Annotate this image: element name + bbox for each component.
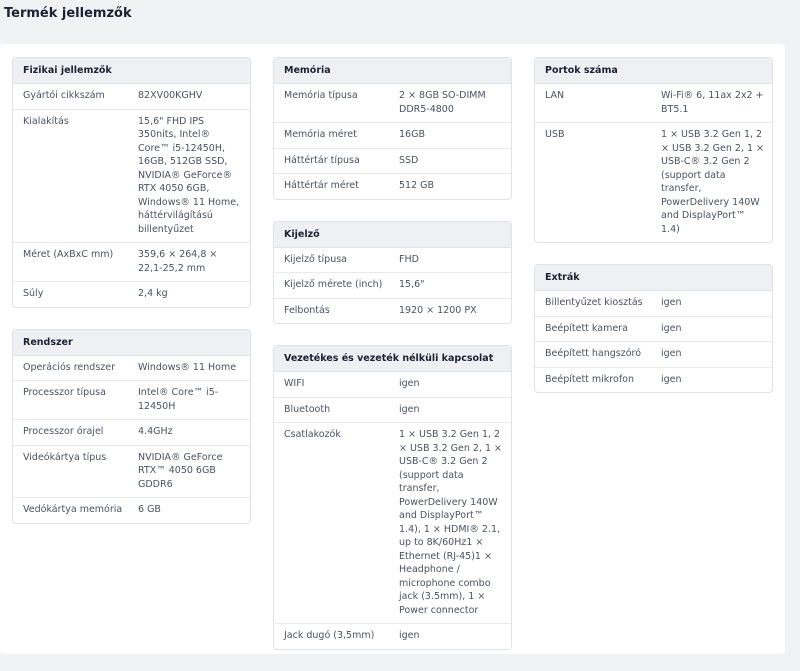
spec-label: Súly	[23, 288, 44, 299]
spec-label: Bluetooth	[284, 403, 331, 415]
spec-value: igen	[661, 373, 682, 385]
card-title: Vezetékes és vezeték nélküli kapcsolat	[274, 346, 511, 372]
spec-value: igen	[661, 322, 682, 334]
spec-value: 82XV00KGHV	[138, 90, 203, 101]
spec-value: 359,6 × 264,8 × 22,1-25,2 mm	[138, 249, 218, 274]
spec-value: 1920 × 1200 PX	[399, 304, 477, 316]
spec-value: 1 × USB 3.2 Gen 1, 2 × USB 3.2 Gen 2, 1 × USB-C® 3.2 Gen 2 (support data transfer, PowerDelivery 140W and DisplayPort™ 1.4), 1 × HDMI® 2.1, up to 8K/60Hz1 × Ethernet (RJ-45)1 × Headphone / microphone combo jack (3.5mm), 1 × Power connector	[399, 429, 502, 616]
spec-row	[13, 356, 250, 382]
card-title: Fizikai jellemzők	[13, 58, 250, 84]
spec-row	[274, 84, 511, 123]
spec-label: Processzor órajel	[23, 426, 104, 437]
spec-label: USB	[545, 129, 565, 140]
spec-label: Kijelző mérete (inch)	[284, 279, 383, 290]
card-title: Portok száma	[535, 58, 772, 84]
spec-row	[535, 123, 772, 242]
card-memory	[273, 57, 512, 200]
spec-value: 2 × 8GB SO-DIMM DDR5-4800	[399, 90, 486, 115]
spec-row	[274, 299, 511, 324]
spec-label: Jack dugó (3,5mm)	[284, 630, 375, 641]
spec-label: WIFI	[284, 378, 305, 389]
spec-row	[535, 291, 772, 317]
spec-label: Csatlakozók	[284, 429, 341, 440]
spec-value: Windows® 11 Home	[138, 361, 237, 373]
card-ports	[534, 57, 773, 243]
spec-value: 15,6"	[399, 279, 425, 290]
spec-value: SSD	[399, 154, 419, 166]
spec-row	[274, 149, 511, 175]
spec-row	[274, 372, 511, 398]
specs-column-1	[12, 57, 251, 545]
card-physical	[12, 57, 251, 308]
spec-label: Operációs rendszer	[23, 361, 116, 373]
spec-row	[535, 84, 772, 123]
spec-row	[274, 423, 511, 624]
spec-label: Vedókártya memória	[23, 504, 123, 515]
spec-value: igen	[661, 297, 682, 308]
spec-row	[13, 498, 250, 523]
spec-value: 512 GB	[399, 180, 435, 191]
card-system	[12, 329, 251, 524]
spec-value: igen	[399, 630, 420, 641]
spec-value: FHD	[399, 253, 419, 265]
spec-row	[13, 381, 250, 420]
spec-row	[13, 243, 250, 282]
spec-value: igen	[399, 378, 420, 389]
spec-value: igen	[399, 403, 420, 415]
spec-row	[535, 317, 772, 343]
spec-label: Kialakítás	[23, 115, 69, 127]
spec-label: Billentyűzet kiosztás	[545, 297, 643, 308]
card-title: Extrák	[535, 265, 772, 291]
spec-value: Wi-Fi® 6, 11ax 2x2 + BT5.1	[661, 90, 764, 115]
spec-value: 6 GB	[138, 504, 161, 515]
spec-value: igen	[661, 348, 682, 359]
spec-value: Intel® Core™ i5-12450H	[138, 387, 219, 412]
card-title: Kijelző	[274, 222, 511, 248]
spec-value: 4.4GHz	[138, 426, 173, 437]
spec-label: Beépített kamera	[545, 322, 628, 334]
spec-row	[274, 624, 511, 649]
card-extras	[534, 264, 773, 393]
spec-row	[274, 248, 511, 274]
spec-label: Háttértár méret	[284, 180, 360, 191]
spec-row	[274, 123, 511, 149]
specs-column-2	[273, 57, 512, 671]
spec-label: Memória típusa	[284, 90, 358, 101]
spec-row	[535, 368, 772, 393]
spec-row	[13, 110, 250, 244]
spec-row	[274, 398, 511, 424]
spec-label: Processzor típusa	[23, 387, 106, 398]
spec-row	[274, 174, 511, 199]
spec-value: NVIDIA® GeForce RTX™ 4050 6GB GDDR6	[138, 451, 223, 490]
spec-label: LAN	[545, 90, 565, 101]
spec-label: Memória méret	[284, 129, 357, 140]
specs-panel	[0, 44, 785, 654]
spec-label: Méret (AxBxC mm)	[23, 249, 114, 260]
spec-label: Gyártói cikkszám	[23, 90, 105, 101]
spec-row	[13, 446, 250, 499]
spec-row	[274, 273, 511, 299]
spec-label: Beépített hangszóró	[545, 348, 642, 359]
spec-row	[13, 84, 250, 110]
spec-row	[535, 342, 772, 368]
card-display	[273, 221, 512, 325]
page-title: Termék jellemzők	[4, 6, 132, 21]
card-connectivity	[273, 345, 512, 650]
spec-label: Videókártya típus	[23, 451, 107, 463]
spec-value: 15,6" FHD IPS 350nits, Intel® Core™ i5-12450H, 16GB, 512GB SSD, NVIDIA® GeForce® RTX 4050 6GB, Windows® 11 Home, háttérvilágítású billentyűzet	[138, 115, 240, 235]
spec-value: 2,4 kg	[138, 288, 168, 299]
spec-row	[13, 420, 250, 446]
spec-label: Háttértár típusa	[284, 154, 360, 166]
spec-label: Beépített mikrofon	[545, 373, 634, 385]
card-title: Rendszer	[13, 330, 250, 356]
card-title: Memória	[274, 58, 511, 84]
specs-column-3	[534, 57, 773, 414]
spec-value: 1 × USB 3.2 Gen 1, 2 × USB 3.2 Gen 2, 1 × USB-C® 3.2 Gen 2 (support data transfer, PowerDelivery 140W and DisplayPort™ 1.4)	[661, 129, 764, 235]
spec-label: Felbontás	[284, 304, 330, 316]
spec-value: 16GB	[399, 129, 425, 140]
spec-row	[13, 282, 250, 307]
spec-label: Kijelző típusa	[284, 253, 347, 265]
